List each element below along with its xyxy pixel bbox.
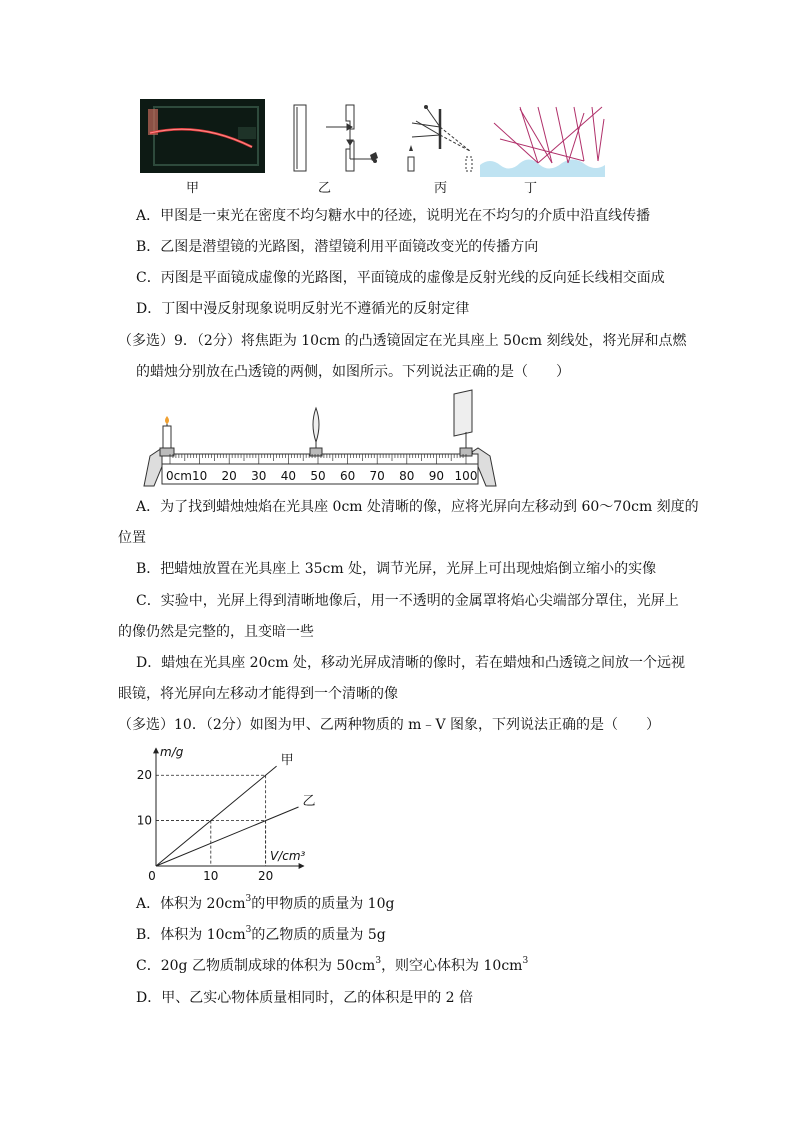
q9-stem-line2: 的蜡烛分别放在凸透镜的两侧，如图所示。下列说法正确的是（ ） xyxy=(136,364,570,380)
q10-option-a-text: A．体积为 20cm xyxy=(136,896,246,912)
q9-option-d-line1: D．蜡烛在光具座 20cm 处，移动光屏成清晰的像时，若在蜡烛和凸透镜之间放一个远视 xyxy=(136,655,686,671)
q9-option-a-line2: 位置 xyxy=(118,530,146,546)
q10-option-b-sup: 3 xyxy=(245,925,252,936)
q10-option-a-tail: 的甲物质的质量为 10g xyxy=(251,896,395,912)
series-line-jia xyxy=(156,766,277,866)
q10-option-a-sup: 3 xyxy=(245,894,252,905)
q8-option-d: D．丁图中漫反射现象说明反射光不遵循光的反射定律 xyxy=(136,301,470,317)
ruler-label: 70 xyxy=(369,469,385,483)
q10-option-c-mid: ，则空心体积为 10cm xyxy=(381,958,523,974)
q10-stem: （多选）10．（2分）如图为甲、乙两种物质的 m﹣V 图象，下列说法正确的是（ ） xyxy=(118,717,661,733)
optical-bench-figure xyxy=(140,386,500,492)
q10-option-b-tail: 的乙物质的质量为 5g xyxy=(251,927,386,943)
x-tick-label: 10 xyxy=(203,869,219,883)
figure-jia-photo xyxy=(140,99,265,173)
q9-option-d-line2: 眼镜，将光屏向左移动才能得到一个清晰的像 xyxy=(118,686,398,702)
q10-option-d: D．甲、乙实心物体质量相同时，乙的体积是甲的 2 倍 xyxy=(136,990,474,1006)
q10-option-c-sup2: 3 xyxy=(522,956,529,967)
q10-option-b xyxy=(136,925,386,945)
ruler-label: 0cm xyxy=(166,469,192,483)
q9-stem-line1: （多选）9．（2分）将焦距为 10cm 的凸透镜固定在光具座上 50cm 刻线处，将光屏和点燃 xyxy=(118,333,687,349)
q9-option-b: B．把蜡烛放置在光具座上 35cm 处，调节光屏，光屏上可出现烛焰倒立缩小的实像 xyxy=(136,561,657,577)
ruler-label: 80 xyxy=(399,469,415,483)
q10-option-c-sup: 3 xyxy=(375,956,382,967)
q10-option-a xyxy=(136,894,394,914)
series-label: 乙 xyxy=(302,794,316,809)
q9-option-a-line1: A．为了找到蜡烛烛焰在光具座 0cm 处清晰的像，应将光屏向左移动到 60～70cm 刻度的 xyxy=(136,499,699,515)
figure-caption-bing: 丙 xyxy=(434,181,448,196)
q10-option-c xyxy=(136,956,528,976)
y-axis-label: m/g xyxy=(160,745,184,759)
figure-caption-yi: 乙 xyxy=(318,181,332,196)
ruler-label: 50 xyxy=(310,469,326,483)
x-tick-label: 20 xyxy=(257,869,274,883)
ruler-label: 40 xyxy=(280,469,297,483)
q9-option-c-line2: 的像仍然是完整的，且变暗一些 xyxy=(118,624,314,640)
figure-caption-ding: 丁 xyxy=(524,181,538,196)
figure-caption-jia: 甲 xyxy=(186,181,200,196)
ruler-label: 20 xyxy=(221,469,237,483)
q10-option-b-text: B．体积为 10cm xyxy=(136,927,246,943)
q9-option-c-line1: C．实验中，光屏上得到清晰地像后，用一不透明的金属罩将焰心尖端部分罩住，光屏上 xyxy=(136,593,679,609)
x-axis-label: V/cm³ xyxy=(270,849,306,863)
q10-option-c-text: C．20g 乙物质制成球的体积为 50cm xyxy=(136,958,376,974)
ruler-label: 90 xyxy=(428,469,445,483)
q8-option-b: B．乙图是潜望镜的光路图，潜望镜利用平面镜改变光的传播方向 xyxy=(136,239,539,255)
x-tick-label: 0 xyxy=(148,869,156,883)
series-label: 甲 xyxy=(280,753,294,769)
ruler-label: 30 xyxy=(251,469,267,483)
q8-option-a: A．甲图是一束光在密度不均匀糖水中的径迹，说明光在不均匀的介质中沿直线传播 xyxy=(136,208,651,224)
figure-ding-diffuse xyxy=(480,99,605,177)
ruler-label: 100 xyxy=(454,469,478,483)
y-tick-label: 20 xyxy=(136,768,152,783)
figure-bing-mirror xyxy=(400,99,480,175)
figure-yi-periscope xyxy=(290,101,380,175)
mv-graph xyxy=(136,742,336,890)
y-tick-label: 10 xyxy=(136,813,152,828)
ruler-label: 60 xyxy=(339,469,356,483)
q8-option-c: C．丙图是平面镜成虚像的光路图，平面镜成的虚像是反射光线的反向延长线相交面成 xyxy=(136,270,665,286)
ruler-label: 10 xyxy=(191,469,208,483)
